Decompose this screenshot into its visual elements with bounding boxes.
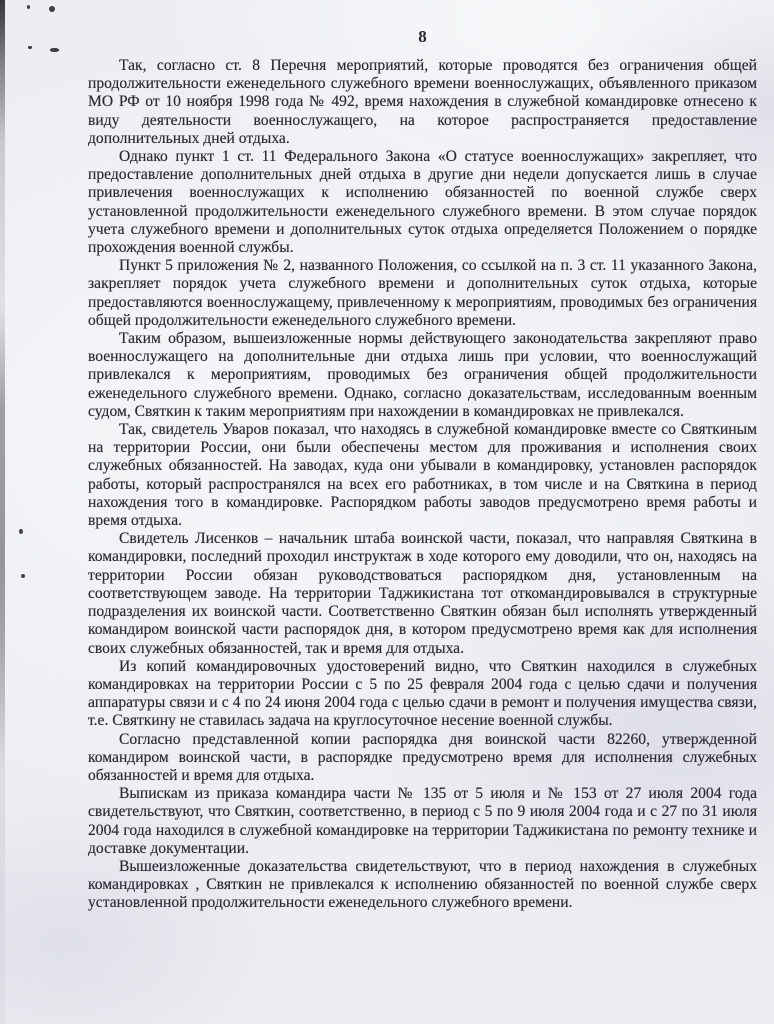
body-paragraph: Выпискам из приказа командира части № 135 от 5 июля и № 153 от 27 июля 2004 года свидетельствуют, что Святкин, соответственно, в период с 5 по 9 июля 2004 года и с 27 по 31 июля 2004 года находился в служебной командировке на территории Таджикистана по ремонту технике и доставке документации.: [88, 785, 757, 857]
ink-speck: [27, 5, 30, 9]
body-paragraph: Так, свидетель Уваров показал, что находясь в служебной командировке вместе со Святкиным на территории России, они были обеспечены местом для проживания и исполнения своих служебных обязанностей. На заводах, куда они убывали в командировку, установлен распорядок работы, который распространялся на всех его работниках, в том числе и на Святкина в период нахождения того в командировке. Распорядком работы заводов предусмотрено время работы и время отдыха.: [88, 421, 757, 530]
scan-edge-shadow: [0, 0, 5, 1024]
body-paragraph: Пункт 5 приложения № 2, названного Положения, со ссылкой на п. 3 ст. 11 указанного Закона, закрепляет порядок учета служебного времени и дополнительных суток отдыха, которые предоставляются военнослужащему, привлеченному к мероприятиям, проводимых без ограничения общей продолжительности еженедельного служебного времени.: [88, 257, 757, 329]
ink-speck: [50, 48, 59, 52]
document-body: [88, 57, 757, 913]
ink-speck: [21, 574, 25, 578]
body-paragraph: Согласно представленной копии распорядка дня воинской части 82260, утвержденной командиром воинской части, в распорядке предусмотрено время для исполнения служебных обязанностей и время для отдыха.: [88, 730, 757, 784]
body-paragraph: Из копий командировочных удостоверений видно, что Святкин находился в служебных командировках на территории России с 5 по 25 февраля 2004 года с целью сдачи и получения аппаратуры связи и с 4 по 24 июня 2004 года с целью сдачи в ремонт и получения имущества связи, т.е. Святкину не ставилась задача на круглосуточное несение военной службы.: [88, 657, 757, 730]
ink-speck: [28, 46, 32, 49]
body-paragraph: Свидетель Лисенков – начальник штаба воинской части, показал, что направляя Святкина в командировки, последний проходил инструктаж в ходе которого ему доводили, что он, находясь на территории России обязан руководствоваться распорядком дня, установленным на соответствующем заводе. На территории Таджикистана тот откомандировывался в структурные подразделения их воинской части. Соответственно Святкин обязан был исполнять утвержденный командиром воинской части распорядок дня, в котором предусмотрено время как для исполнения своих служебных обязанностей, так и время для отдыха.: [88, 530, 757, 657]
body-paragraph: Однако пункт 1 ст. 11 Федерального Закона «О статусе военнослужащих» закрепляет, что предоставление дополнительных дней отдыха в другие дни недели допускается лишь в случае привлечения военнослужащих к исполнению обязанностей по военной службе сверх установленной продолжительности еженедельного служебного времени. В этом случае порядок учета служебного времени и дополнительных суток отдыха определяется Положением о порядке прохождения военной службы.: [88, 148, 757, 257]
body-paragraph: Таким образом, вышеизложенные нормы действующего законодательства закрепляют право военнослужащего на дополнительные дни отдыха лишь при условии, что военнослужащий привлекался к мероприятиям, проводимых без ограничения общей продолжительности еженедельного служебного времени. Однако, согласно доказательствам, исследованным военным судом, Святкин к таким мероприятиям при нахождении в командировках не привлекался.: [88, 330, 757, 420]
body-paragraph: Вышеизложенные доказательства свидетельствуют, что в период нахождения в служебных командировках , Святкин не привлекался к исполнению обязанностей по военной службе сверх установленной продолжительности еженедельного служебного времени.: [88, 857, 757, 912]
ink-speck: [19, 529, 23, 534]
body-paragraph: Так, согласно ст. 8 Перечня мероприятий, которые проводятся без ограничения общей продолжительности еженедельного служебного времени военнослужащих, объявленного приказом МО РФ от 10 ноября 1998 года № 492, время нахождения в служебной командировке отнесено к виду деятельности военнослужащего, на которое распространяется предоставление дополнительных дней отдыха.: [88, 57, 757, 147]
ink-speck: [49, 6, 55, 12]
page-number: 8: [418, 27, 427, 46]
